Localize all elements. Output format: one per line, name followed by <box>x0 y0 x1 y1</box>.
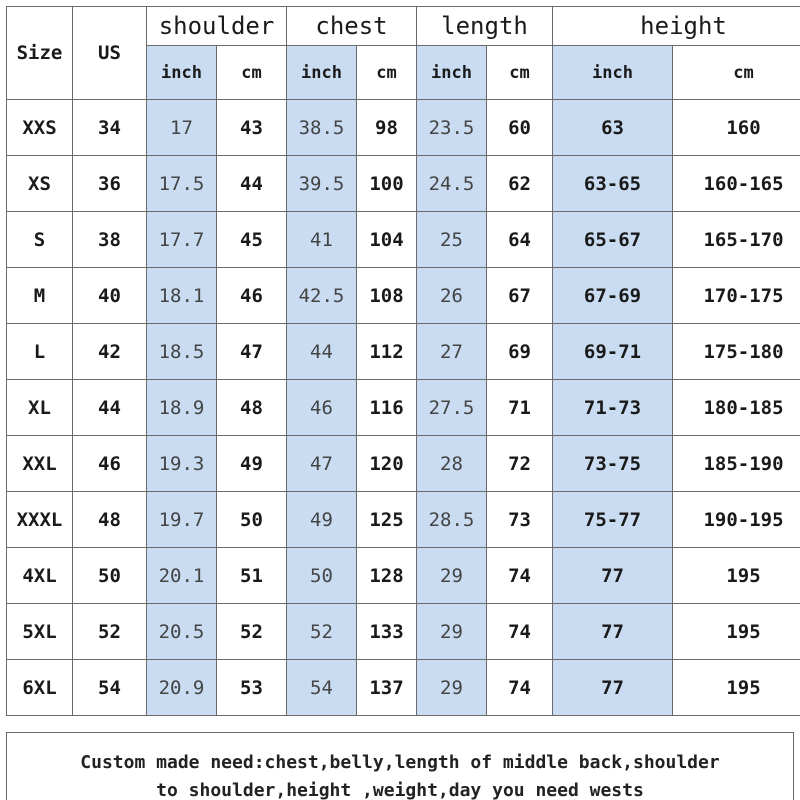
length-cm-cell: 62 <box>487 156 553 212</box>
height-inch-cell: 77 <box>553 548 673 604</box>
shoulder-cm-cell: 51 <box>217 548 287 604</box>
height-cm-cell: 185-190 <box>673 436 800 492</box>
height-cm-cell: 160 <box>673 100 800 156</box>
shoulder-cm-cell: 47 <box>217 324 287 380</box>
size-cell: 6XL <box>7 660 73 716</box>
chest-inch-cell: 50 <box>287 548 357 604</box>
shoulder-inch-cell: 17.7 <box>147 212 217 268</box>
shoulder-cm-cell: 45 <box>217 212 287 268</box>
chest-cm-cell: 125 <box>357 492 417 548</box>
chest-inch-cell: 46 <box>287 380 357 436</box>
chest-cm-cell: 128 <box>357 548 417 604</box>
height-group-header: height <box>553 7 800 46</box>
shoulder-inch-cell: 17 <box>147 100 217 156</box>
group-header-row <box>7 7 800 46</box>
size-cell: XXXL <box>7 492 73 548</box>
chest-cm-cell: 98 <box>357 100 417 156</box>
height-inch-cell: 63-65 <box>553 156 673 212</box>
us-cell: 54 <box>73 660 147 716</box>
chest-inch-cell: 47 <box>287 436 357 492</box>
table-row <box>7 268 800 324</box>
shoulder-cm-cell: 53 <box>217 660 287 716</box>
chest-inch-cell: 52 <box>287 604 357 660</box>
chest-cm-cell: 120 <box>357 436 417 492</box>
shoulder-inch-cell: 18.5 <box>147 324 217 380</box>
table-row <box>7 380 800 436</box>
height-inch-cell: 73-75 <box>553 436 673 492</box>
us-cell: 48 <box>73 492 147 548</box>
table-row <box>7 436 800 492</box>
us-cell: 38 <box>73 212 147 268</box>
us-cell: 42 <box>73 324 147 380</box>
chest-cm-cell: 133 <box>357 604 417 660</box>
size-table <box>6 6 800 716</box>
table-row <box>7 324 800 380</box>
note-line-1: Custom made need:chest,belly,length of middle back,shoulder <box>80 752 720 773</box>
chest-cm-cell: 137 <box>357 660 417 716</box>
length-inch-cell: 27.5 <box>417 380 487 436</box>
us-cell: 34 <box>73 100 147 156</box>
table-row <box>7 604 800 660</box>
length-cm-cell: 74 <box>487 660 553 716</box>
chest-inch-cell: 41 <box>287 212 357 268</box>
table-row <box>7 548 800 604</box>
us-cell: 52 <box>73 604 147 660</box>
length-cm-cell: 64 <box>487 212 553 268</box>
height-inch-cell: 71-73 <box>553 380 673 436</box>
us-cell: 44 <box>73 380 147 436</box>
length-cm-cell: 72 <box>487 436 553 492</box>
shoulder-inch-cell: 20.5 <box>147 604 217 660</box>
length-inch-cell: 29 <box>417 604 487 660</box>
table-row <box>7 156 800 212</box>
length-inch-cell: 28.5 <box>417 492 487 548</box>
chest-inch-cell: 39.5 <box>287 156 357 212</box>
length-cm-header: cm <box>487 46 553 100</box>
chest-cm-cell: 116 <box>357 380 417 436</box>
height-cm-cell: 195 <box>673 548 800 604</box>
size-cell: S <box>7 212 73 268</box>
chest-inch-cell: 38.5 <box>287 100 357 156</box>
size-rows <box>7 100 800 716</box>
height-inch-cell: 75-77 <box>553 492 673 548</box>
height-cm-cell: 180-185 <box>673 380 800 436</box>
height-cm-cell: 170-175 <box>673 268 800 324</box>
chest-cm-cell: 104 <box>357 212 417 268</box>
table-row <box>7 492 800 548</box>
shoulder-inch-cell: 19.7 <box>147 492 217 548</box>
shoulder-cm-cell: 46 <box>217 268 287 324</box>
shoulder-inch-header: inch <box>147 46 217 100</box>
length-cm-cell: 60 <box>487 100 553 156</box>
length-inch-cell: 29 <box>417 660 487 716</box>
height-inch-header: inch <box>553 46 673 100</box>
length-inch-cell: 29 <box>417 548 487 604</box>
chest-cm-cell: 100 <box>357 156 417 212</box>
length-inch-cell: 25 <box>417 212 487 268</box>
height-cm-cell: 165-170 <box>673 212 800 268</box>
shoulder-cm-header: cm <box>217 46 287 100</box>
length-inch-header: inch <box>417 46 487 100</box>
table-row <box>7 660 800 716</box>
shoulder-inch-cell: 19.3 <box>147 436 217 492</box>
height-cm-cell: 190-195 <box>673 492 800 548</box>
size-cell: L <box>7 324 73 380</box>
shoulder-inch-cell: 20.1 <box>147 548 217 604</box>
size-cell: XXL <box>7 436 73 492</box>
length-inch-cell: 23.5 <box>417 100 487 156</box>
length-cm-cell: 69 <box>487 324 553 380</box>
length-cm-cell: 74 <box>487 604 553 660</box>
length-inch-cell: 26 <box>417 268 487 324</box>
us-cell: 50 <box>73 548 147 604</box>
shoulder-cm-cell: 44 <box>217 156 287 212</box>
length-inch-cell: 24.5 <box>417 156 487 212</box>
height-inch-cell: 63 <box>553 100 673 156</box>
size-cell: 5XL <box>7 604 73 660</box>
chest-inch-cell: 42.5 <box>287 268 357 324</box>
chest-inch-cell: 49 <box>287 492 357 548</box>
chest-cm-cell: 108 <box>357 268 417 324</box>
height-cm-cell: 160-165 <box>673 156 800 212</box>
chest-cm-cell: 112 <box>357 324 417 380</box>
height-inch-cell: 77 <box>553 660 673 716</box>
us-cell: 46 <box>73 436 147 492</box>
shoulder-cm-cell: 50 <box>217 492 287 548</box>
chest-inch-cell: 44 <box>287 324 357 380</box>
chest-cm-header: cm <box>357 46 417 100</box>
size-column-header: Size <box>7 7 73 100</box>
length-cm-cell: 74 <box>487 548 553 604</box>
table-row <box>7 100 800 156</box>
height-cm-cell: 195 <box>673 604 800 660</box>
size-cell: XXS <box>7 100 73 156</box>
shoulder-inch-cell: 18.9 <box>147 380 217 436</box>
chest-group-header: chest <box>287 7 417 46</box>
size-cell: M <box>7 268 73 324</box>
us-cell: 36 <box>73 156 147 212</box>
height-inch-cell: 69-71 <box>553 324 673 380</box>
shoulder-inch-cell: 20.9 <box>147 660 217 716</box>
chest-inch-header: inch <box>287 46 357 100</box>
size-cell: 4XL <box>7 548 73 604</box>
height-cm-cell: 195 <box>673 660 800 716</box>
us-cell: 40 <box>73 268 147 324</box>
size-cell: XL <box>7 380 73 436</box>
length-inch-cell: 28 <box>417 436 487 492</box>
shoulder-cm-cell: 49 <box>217 436 287 492</box>
length-cm-cell: 71 <box>487 380 553 436</box>
us-column-header: US <box>73 7 147 100</box>
length-group-header: length <box>417 7 553 46</box>
length-inch-cell: 27 <box>417 324 487 380</box>
height-inch-cell: 77 <box>553 604 673 660</box>
shoulder-group-header: shoulder <box>147 7 287 46</box>
shoulder-inch-cell: 18.1 <box>147 268 217 324</box>
height-inch-cell: 67-69 <box>553 268 673 324</box>
custom-order-note <box>6 732 794 800</box>
height-cm-header: cm <box>673 46 800 100</box>
length-cm-cell: 67 <box>487 268 553 324</box>
height-cm-cell: 175-180 <box>673 324 800 380</box>
size-cell: XS <box>7 156 73 212</box>
shoulder-cm-cell: 52 <box>217 604 287 660</box>
length-cm-cell: 73 <box>487 492 553 548</box>
shoulder-cm-cell: 43 <box>217 100 287 156</box>
note-line-2: to shoulder,height ,weight,day you need wests <box>156 780 644 800</box>
shoulder-inch-cell: 17.5 <box>147 156 217 212</box>
shoulder-cm-cell: 48 <box>217 380 287 436</box>
table-row <box>7 212 800 268</box>
chest-inch-cell: 54 <box>287 660 357 716</box>
height-inch-cell: 65-67 <box>553 212 673 268</box>
